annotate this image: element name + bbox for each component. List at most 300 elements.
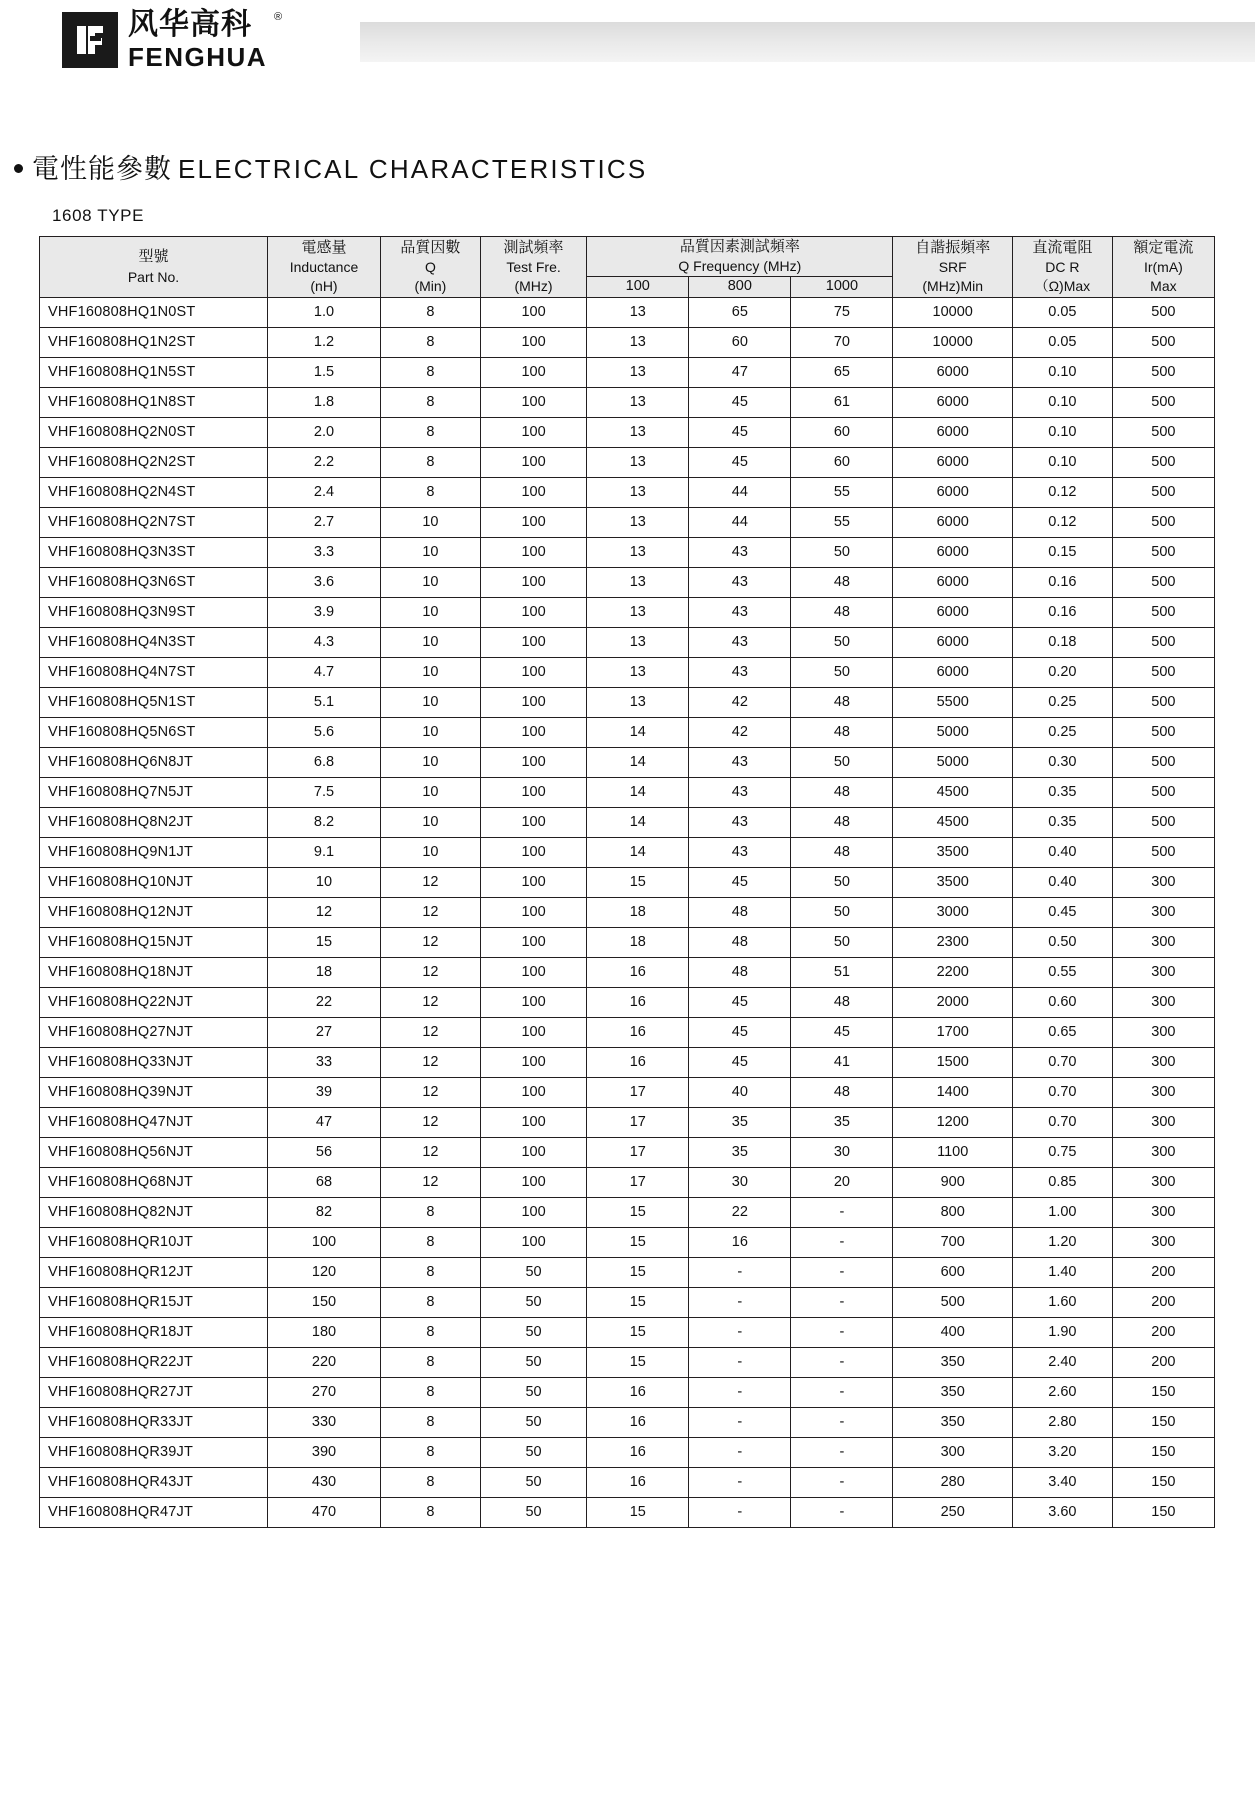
cell-dcr: 0.10 (1012, 387, 1112, 417)
cell-rated-current: 500 (1112, 627, 1214, 657)
cell-q-800: - (689, 1317, 791, 1347)
cell-part-no: VHF160808HQ47NJT (40, 1107, 268, 1137)
table-row (40, 1137, 1215, 1167)
cell-inductance: 22 (268, 987, 381, 1017)
table-row (40, 1377, 1215, 1407)
cell-q-800: - (689, 1377, 791, 1407)
cell-q-100: 14 (587, 837, 689, 867)
cell-test-frequency: 100 (480, 927, 586, 957)
cell-inductance: 33 (268, 1047, 381, 1077)
cell-dcr: 0.35 (1012, 777, 1112, 807)
cell-test-frequency: 100 (480, 957, 586, 987)
cell-q-1000: - (791, 1497, 893, 1527)
cell-q-1000: 60 (791, 447, 893, 477)
header-ir-en: Ir(mA) (1143, 259, 1183, 276)
cell-inductance: 2.2 (268, 447, 381, 477)
cell-inductance: 10 (268, 867, 381, 897)
cell-test-frequency: 50 (480, 1467, 586, 1497)
cell-part-no: VHF160808HQ82NJT (40, 1197, 268, 1227)
cell-q-1000: 48 (791, 717, 893, 747)
cell-srf: 6000 (893, 627, 1012, 657)
cell-dcr: 1.40 (1012, 1257, 1112, 1287)
cell-inductance: 470 (268, 1497, 381, 1527)
cell-test-frequency: 100 (480, 537, 586, 567)
cell-srf: 1700 (893, 1017, 1012, 1047)
type-label: 1608 TYPE (52, 206, 145, 225)
cell-dcr: 1.20 (1012, 1227, 1112, 1257)
cell-q-800: 65 (689, 297, 791, 327)
header-srf-en: SRF (938, 259, 967, 276)
cell-rated-current: 500 (1112, 747, 1214, 777)
cell-q-1000: 50 (791, 897, 893, 927)
cell-q-1000: 45 (791, 1017, 893, 1047)
cell-dcr: 0.12 (1012, 507, 1112, 537)
cell-rated-current: 300 (1112, 1137, 1214, 1167)
cell-q-100: 14 (587, 777, 689, 807)
cell-inductance: 3.9 (268, 597, 381, 627)
cell-q-1000: 50 (791, 867, 893, 897)
cell-test-frequency: 50 (480, 1287, 586, 1317)
cell-test-frequency: 50 (480, 1347, 586, 1377)
cell-q-100: 13 (587, 387, 689, 417)
cell-q-800: - (689, 1497, 791, 1527)
cell-inductance: 3.3 (268, 537, 381, 567)
cell-part-no: VHF160808HQ9N1JT (40, 837, 268, 867)
cell-rated-current: 200 (1112, 1347, 1214, 1377)
cell-q: 12 (380, 1137, 480, 1167)
cell-rated-current: 300 (1112, 1227, 1214, 1257)
table-row (40, 627, 1215, 657)
header-q-frequency-en: Q Frequency (MHz) (678, 258, 802, 275)
cell-q-1000: 48 (791, 687, 893, 717)
cell-q-800: 44 (689, 477, 791, 507)
cell-rated-current: 150 (1112, 1407, 1214, 1437)
cell-dcr: 0.70 (1012, 1077, 1112, 1107)
cell-q-1000: - (791, 1317, 893, 1347)
cell-q-1000: - (791, 1257, 893, 1287)
cell-dcr: 0.40 (1012, 867, 1112, 897)
cell-rated-current: 500 (1112, 837, 1214, 867)
cell-q-800: 44 (689, 507, 791, 537)
cell-inductance: 220 (268, 1347, 381, 1377)
table-row (40, 387, 1215, 417)
cell-q-800: 43 (689, 627, 791, 657)
cell-test-frequency: 100 (480, 297, 586, 327)
cell-q: 8 (380, 297, 480, 327)
cell-part-no: VHF160808HQ4N3ST (40, 627, 268, 657)
cell-q: 12 (380, 1047, 480, 1077)
cell-inductance: 8.2 (268, 807, 381, 837)
table-row (40, 1227, 1215, 1257)
cell-q-800: 43 (689, 807, 791, 837)
cell-q-100: 14 (587, 747, 689, 777)
cell-inductance: 330 (268, 1407, 381, 1437)
cell-dcr: 0.30 (1012, 747, 1112, 777)
cell-inductance: 68 (268, 1167, 381, 1197)
cell-inductance: 120 (268, 1257, 381, 1287)
table-row (40, 867, 1215, 897)
cell-part-no: VHF160808HQR22JT (40, 1347, 268, 1377)
table-row (40, 807, 1215, 837)
section-heading (14, 147, 1255, 186)
section-title-chinese: 電性能參數 (32, 154, 172, 184)
cell-q: 12 (380, 927, 480, 957)
cell-q-800: 30 (689, 1167, 791, 1197)
cell-inductance: 2.0 (268, 417, 381, 447)
cell-q: 8 (380, 1377, 480, 1407)
cell-q: 12 (380, 867, 480, 897)
cell-q-100: 15 (587, 867, 689, 897)
cell-q-100: 15 (587, 1347, 689, 1377)
cell-inductance: 82 (268, 1197, 381, 1227)
cell-srf: 1400 (893, 1077, 1012, 1107)
cell-q: 8 (380, 477, 480, 507)
table-row (40, 567, 1215, 597)
cell-part-no: VHF160808HQ68NJT (40, 1167, 268, 1197)
cell-q-100: 16 (587, 1017, 689, 1047)
cell-inductance: 1.5 (268, 357, 381, 387)
cell-q: 12 (380, 1107, 480, 1137)
cell-q-1000: - (791, 1377, 893, 1407)
cell-q: 8 (380, 327, 480, 357)
cell-part-no: VHF160808HQR39JT (40, 1437, 268, 1467)
cell-part-no: VHF160808HQR27JT (40, 1377, 268, 1407)
cell-q: 12 (380, 957, 480, 987)
cell-dcr: 1.60 (1012, 1287, 1112, 1317)
cell-q: 10 (380, 837, 480, 867)
fenghua-logo-icon (62, 12, 118, 68)
cell-q: 8 (380, 1497, 480, 1527)
cell-dcr: 0.12 (1012, 477, 1112, 507)
cell-test-frequency: 50 (480, 1317, 586, 1347)
cell-test-frequency: 100 (480, 597, 586, 627)
cell-srf: 6000 (893, 567, 1012, 597)
header-q-cn: 品質因數 (400, 238, 461, 256)
cell-test-frequency: 50 (480, 1407, 586, 1437)
cell-q-800: 43 (689, 537, 791, 567)
cell-q-100: 16 (587, 1437, 689, 1467)
header-dcr-cn: 直流電阻 (1032, 238, 1093, 256)
cell-part-no: VHF160808HQ2N4ST (40, 477, 268, 507)
cell-q: 10 (380, 627, 480, 657)
cell-srf: 2300 (893, 927, 1012, 957)
cell-q-1000: 48 (791, 597, 893, 627)
cell-srf: 6000 (893, 597, 1012, 627)
cell-q-800: 22 (689, 1197, 791, 1227)
cell-q-100: 13 (587, 477, 689, 507)
cell-q-100: 17 (587, 1167, 689, 1197)
header-dcr-unit: （Ω)Max (1034, 277, 1091, 294)
table-row (40, 297, 1215, 327)
cell-rated-current: 300 (1112, 1197, 1214, 1227)
table-row (40, 597, 1215, 627)
cell-q: 8 (380, 1437, 480, 1467)
cell-inductance: 1.0 (268, 297, 381, 327)
cell-q-800: - (689, 1407, 791, 1437)
cell-q-1000: 20 (791, 1167, 893, 1197)
cell-q: 10 (380, 567, 480, 597)
cell-q: 10 (380, 657, 480, 687)
cell-q-100: 13 (587, 537, 689, 567)
cell-test-frequency: 100 (480, 1137, 586, 1167)
table-row (40, 1167, 1215, 1197)
header-ir-unit: Max (1150, 277, 1177, 294)
cell-inductance: 47 (268, 1107, 381, 1137)
cell-inductance: 2.4 (268, 477, 381, 507)
cell-q: 8 (380, 387, 480, 417)
cell-q: 12 (380, 1077, 480, 1107)
cell-q-800: 35 (689, 1107, 791, 1137)
cell-q-100: 13 (587, 657, 689, 687)
cell-q-800: 45 (689, 987, 791, 1017)
cell-test-frequency: 100 (480, 657, 586, 687)
header-part-no (40, 237, 268, 298)
cell-dcr: 0.10 (1012, 417, 1112, 447)
table-row (40, 327, 1215, 357)
cell-q-100: 16 (587, 1407, 689, 1437)
cell-rated-current: 300 (1112, 1047, 1214, 1077)
cell-part-no: VHF160808HQ2N0ST (40, 417, 268, 447)
header-test-fre-unit: (MHz) (514, 277, 553, 294)
cell-test-frequency: 100 (480, 777, 586, 807)
header-srf (893, 237, 1012, 298)
cell-test-frequency: 100 (480, 507, 586, 537)
cell-rated-current: 150 (1112, 1497, 1214, 1527)
cell-q: 10 (380, 507, 480, 537)
cell-test-frequency: 100 (480, 417, 586, 447)
cell-q-800: 43 (689, 777, 791, 807)
bullet-icon (14, 164, 23, 173)
header-dcr (1012, 237, 1112, 298)
header-q (380, 237, 480, 298)
cell-q-100: 16 (587, 1467, 689, 1497)
cell-part-no: VHF160808HQR47JT (40, 1497, 268, 1527)
cell-q: 8 (380, 447, 480, 477)
cell-srf: 3500 (893, 837, 1012, 867)
cell-part-no: VHF160808HQ56NJT (40, 1137, 268, 1167)
cell-rated-current: 150 (1112, 1377, 1214, 1407)
cell-part-no: VHF160808HQ33NJT (40, 1047, 268, 1077)
logo-chinese-text: 风华高科 (128, 8, 252, 41)
cell-srf: 250 (893, 1497, 1012, 1527)
cell-srf: 6000 (893, 417, 1012, 447)
cell-dcr: 0.25 (1012, 687, 1112, 717)
cell-part-no: VHF160808HQ3N6ST (40, 567, 268, 597)
cell-srf: 700 (893, 1227, 1012, 1257)
logo-wordmark (128, 8, 284, 72)
cell-q-800: 45 (689, 417, 791, 447)
cell-q: 12 (380, 1167, 480, 1197)
cell-inductance: 4.7 (268, 657, 381, 687)
cell-q-100: 16 (587, 957, 689, 987)
header-q-unit: (Min) (414, 277, 447, 294)
cell-rated-current: 300 (1112, 957, 1214, 987)
cell-rated-current: 500 (1112, 417, 1214, 447)
cell-part-no: VHF160808HQ1N2ST (40, 327, 268, 357)
cell-q: 8 (380, 1317, 480, 1347)
cell-rated-current: 300 (1112, 1017, 1214, 1047)
cell-test-frequency: 100 (480, 1047, 586, 1077)
cell-rated-current: 500 (1112, 507, 1214, 537)
cell-q-1000: 70 (791, 327, 893, 357)
cell-srf: 5500 (893, 687, 1012, 717)
header-srf-cn: 自諧振頻率 (915, 238, 991, 256)
cell-srf: 6000 (893, 507, 1012, 537)
cell-q-1000: 30 (791, 1137, 893, 1167)
cell-q-1000: 48 (791, 987, 893, 1017)
cell-q-100: 14 (587, 807, 689, 837)
cell-rated-current: 500 (1112, 297, 1214, 327)
cell-part-no: VHF160808HQR15JT (40, 1287, 268, 1317)
cell-srf: 6000 (893, 657, 1012, 687)
cell-rated-current: 500 (1112, 327, 1214, 357)
cell-q-800: 48 (689, 897, 791, 927)
cell-srf: 2000 (893, 987, 1012, 1017)
cell-q-1000: - (791, 1437, 893, 1467)
header-rated-current (1112, 237, 1214, 298)
cell-q-100: 17 (587, 1077, 689, 1107)
cell-q-1000: 41 (791, 1047, 893, 1077)
cell-part-no: VHF160808HQR43JT (40, 1467, 268, 1497)
cell-q-1000: 50 (791, 747, 893, 777)
cell-srf: 6000 (893, 357, 1012, 387)
table-row (40, 1107, 1215, 1137)
cell-part-no: VHF160808HQ10NJT (40, 867, 268, 897)
cell-test-frequency: 100 (480, 357, 586, 387)
cell-q-800: 47 (689, 357, 791, 387)
table-row (40, 747, 1215, 777)
cell-q-100: 13 (587, 627, 689, 657)
cell-dcr: 0.05 (1012, 297, 1112, 327)
cell-test-frequency: 100 (480, 477, 586, 507)
cell-q-800: 45 (689, 447, 791, 477)
cell-test-frequency: 100 (480, 1197, 586, 1227)
cell-q-1000: 48 (791, 807, 893, 837)
cell-part-no: VHF160808HQ5N6ST (40, 717, 268, 747)
cell-dcr: 0.55 (1012, 957, 1112, 987)
cell-part-no: VHF160808HQ8N2JT (40, 807, 268, 837)
header-q-en: Q (424, 259, 436, 276)
page-header (0, 0, 1255, 92)
cell-q-800: 60 (689, 327, 791, 357)
cell-dcr: 0.40 (1012, 837, 1112, 867)
cell-test-frequency: 100 (480, 1227, 586, 1257)
header-srf-unit: (MHz)Min (922, 277, 984, 294)
cell-rated-current: 500 (1112, 357, 1214, 387)
cell-part-no: VHF160808HQ3N9ST (40, 597, 268, 627)
cell-inductance: 12 (268, 897, 381, 927)
cell-inductance: 390 (268, 1437, 381, 1467)
cell-q-100: 13 (587, 357, 689, 387)
cell-q: 8 (380, 1287, 480, 1317)
table-row (40, 1017, 1215, 1047)
logo-chinese-name (128, 8, 284, 41)
cell-q-100: 13 (587, 507, 689, 537)
cell-rated-current: 150 (1112, 1467, 1214, 1497)
table-row (40, 357, 1215, 387)
cell-q: 10 (380, 537, 480, 567)
cell-q-100: 15 (587, 1287, 689, 1317)
cell-rated-current: 300 (1112, 1107, 1214, 1137)
cell-q-800: - (689, 1347, 791, 1377)
cell-srf: 280 (893, 1467, 1012, 1497)
table-row (40, 417, 1215, 447)
cell-test-frequency: 100 (480, 1077, 586, 1107)
cell-dcr: 3.20 (1012, 1437, 1112, 1467)
cell-part-no: VHF160808HQR33JT (40, 1407, 268, 1437)
header-part-no-cn: 型號 (138, 248, 169, 266)
cell-test-frequency: 100 (480, 747, 586, 777)
table-row (40, 1497, 1215, 1527)
cell-q-100: 16 (587, 987, 689, 1017)
cell-srf: 10000 (893, 327, 1012, 357)
cell-dcr: 1.00 (1012, 1197, 1112, 1227)
cell-q-1000: - (791, 1227, 893, 1257)
table-row (40, 537, 1215, 567)
cell-test-frequency: 100 (480, 807, 586, 837)
cell-part-no: VHF160808HQ7N5JT (40, 777, 268, 807)
header-test-frequency (480, 237, 586, 298)
spec-table-wrapper (39, 236, 1215, 1528)
cell-srf: 6000 (893, 537, 1012, 567)
cell-q: 10 (380, 717, 480, 747)
cell-q-1000: 50 (791, 627, 893, 657)
cell-q-800: - (689, 1287, 791, 1317)
cell-dcr: 0.16 (1012, 567, 1112, 597)
cell-q-100: 16 (587, 1047, 689, 1077)
cell-inductance: 4.3 (268, 627, 381, 657)
cell-q-1000: 48 (791, 837, 893, 867)
cell-test-frequency: 50 (480, 1377, 586, 1407)
cell-rated-current: 200 (1112, 1287, 1214, 1317)
table-row (40, 1077, 1215, 1107)
logo-english-name: FENGHUA (128, 42, 268, 72)
cell-q: 8 (380, 1347, 480, 1377)
cell-rated-current: 500 (1112, 717, 1214, 747)
cell-q-800: 45 (689, 387, 791, 417)
cell-q-1000: - (791, 1287, 893, 1317)
table-row (40, 927, 1215, 957)
cell-q-100: 15 (587, 1497, 689, 1527)
cell-test-frequency: 100 (480, 867, 586, 897)
cell-test-frequency: 100 (480, 627, 586, 657)
cell-inductance: 100 (268, 1227, 381, 1257)
cell-srf: 6000 (893, 447, 1012, 477)
cell-rated-current: 500 (1112, 657, 1214, 687)
cell-part-no: VHF160808HQ1N0ST (40, 297, 268, 327)
cell-q: 8 (380, 1227, 480, 1257)
cell-q: 8 (380, 417, 480, 447)
cell-dcr: 2.40 (1012, 1347, 1112, 1377)
cell-dcr: 0.15 (1012, 537, 1112, 567)
cell-q-1000: 65 (791, 357, 893, 387)
cell-rated-current: 500 (1112, 537, 1214, 567)
cell-dcr: 0.50 (1012, 927, 1112, 957)
cell-q-100: 14 (587, 717, 689, 747)
table-row (40, 1257, 1215, 1287)
company-logo (62, 8, 284, 72)
table-row (40, 717, 1215, 747)
cell-q-1000: 61 (791, 387, 893, 417)
cell-q-1000: 55 (791, 477, 893, 507)
cell-part-no: VHF160808HQ39NJT (40, 1077, 268, 1107)
cell-rated-current: 500 (1112, 567, 1214, 597)
table-header-row-1 (40, 237, 1215, 277)
cell-q: 10 (380, 747, 480, 777)
cell-dcr: 0.10 (1012, 357, 1112, 387)
cell-q: 12 (380, 987, 480, 1017)
cell-q-100: 13 (587, 297, 689, 327)
